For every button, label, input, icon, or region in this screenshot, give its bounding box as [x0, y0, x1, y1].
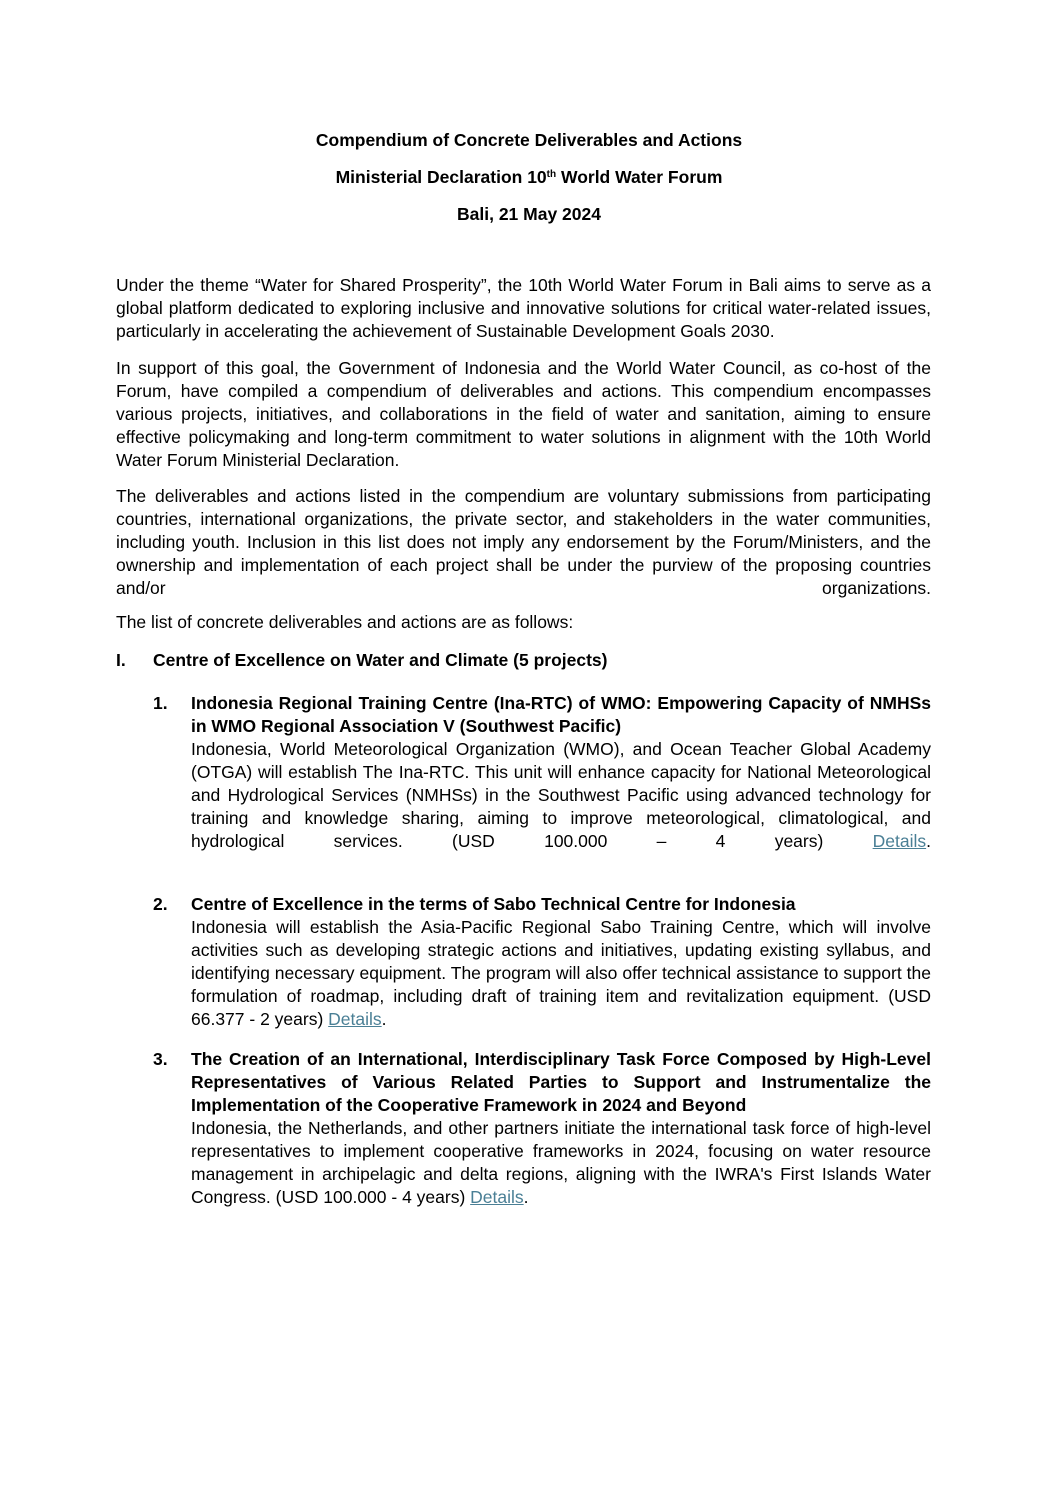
item-description-text: Indonesia, World Meteorological Organization (WMO), and Ocean Teacher Global Academy (OTGA) will establish The Ina-RTC. This unit will enhance capacity for National Meteorological and Hydrological Services (NMHSs) in the Southwest Pacific using advanced technology for training and knowledge sharing, aiming to improve meteorological, climatological, and hydrological services. (USD 100.000 – 4 years): [191, 739, 931, 851]
item-description: [191, 916, 931, 1031]
item-number: 1.: [153, 693, 168, 713]
item-description: [191, 1117, 931, 1209]
document-date: Bali, 21 May 2024: [457, 204, 601, 224]
subtitle-text-end: World Water Forum: [556, 167, 723, 187]
item-title: The Creation of an International, Interdisciplinary Task Force Composed by High-Level Representatives of Various Related Parties to Support and Instrumentalize the Implementation of the Cooperative Framework in 2024 and Beyond: [191, 1049, 931, 1115]
item-suffix: .: [523, 1187, 529, 1207]
item-suffix: .: [381, 1009, 387, 1029]
details-link[interactable]: Details: [872, 831, 927, 851]
item-description-text: Indonesia, the Netherlands, and other partners initiate the international task force of high-level representatives to implement cooperative frameworks in 2024, focusing on water resource management in archipelagic and delta regions, aligning with the IWRA's First Islands Water Congress. (USD 100.000 - 4 years): [191, 1118, 931, 1207]
subtitle-text: Ministerial Declaration 10: [335, 167, 547, 187]
item-title: Centre of Excellence in the terms of Sabo Technical Centre for Indonesia: [191, 894, 796, 914]
document-subtitle: [0, 166, 1058, 188]
list-intro-paragraph: The list of concrete deliverables and actions are as follows:: [116, 612, 574, 632]
section-number: I.: [116, 650, 126, 670]
document-title: Compendium of Concrete Deliverables and Actions: [315, 130, 743, 150]
intro-paragraph: Under the theme “Water for Shared Prosperity”, the 10th World Water Forum in Bali aims to serve as a global platform dedicated to exploring inclusive and innovative solutions for critical water-related issues, particularly in accelerating the achievement of Sustainable Development Goals 2030.: [116, 275, 931, 341]
item-description: [191, 738, 931, 853]
item-number: 3.: [153, 1049, 168, 1069]
section-title: Centre of Excellence on Water and Climate (5 projects): [153, 650, 608, 670]
details-link[interactable]: Details: [470, 1187, 524, 1207]
details-link[interactable]: Details: [328, 1009, 382, 1029]
item-title: Indonesia Regional Training Centre (Ina-RTC) of WMO: Empowering Capacity of NMHSs in WMO Regional Association V (Southwest Pacific): [191, 693, 931, 736]
subtitle-superscript: th: [546, 169, 557, 180]
support-paragraph: In support of this goal, the Government of Indonesia and the World Water Council, as co-host of the Forum, have compiled a compendium of deliverables and actions. This compendium encompasses various projects, initiatives, and collaborations in the field of water and sanitation, aiming to ensure effective policymaking and long-term commitment to water solutions in alignment with the 10th World Water Forum Ministerial Declaration.: [116, 358, 931, 470]
item-number: 2.: [153, 894, 168, 914]
disclaimer-paragraph: The deliverables and actions listed in the compendium are voluntary submissions from participating countries, international organizations, the private sector, and stakeholders in the water communities, including youth. Inclusion in this list does not imply any endorsement by the Forum/Ministers, and the ownership and implementation of each project shall be under the purview of the proposing countries and/or organizations.: [116, 486, 931, 598]
item-description-text: Indonesia will establish the Asia-Pacific Regional Sabo Training Centre, which will involve activities such as developing strategic actions and initiatives, updating existing syllabus, and identifying necessary equipment. The program will also offer technical assistance to support the formulation of roadmap, including draft of training item and revitalization equipment. (USD 66.377 - 2 years): [191, 917, 931, 1029]
item-suffix: .: [926, 831, 931, 851]
